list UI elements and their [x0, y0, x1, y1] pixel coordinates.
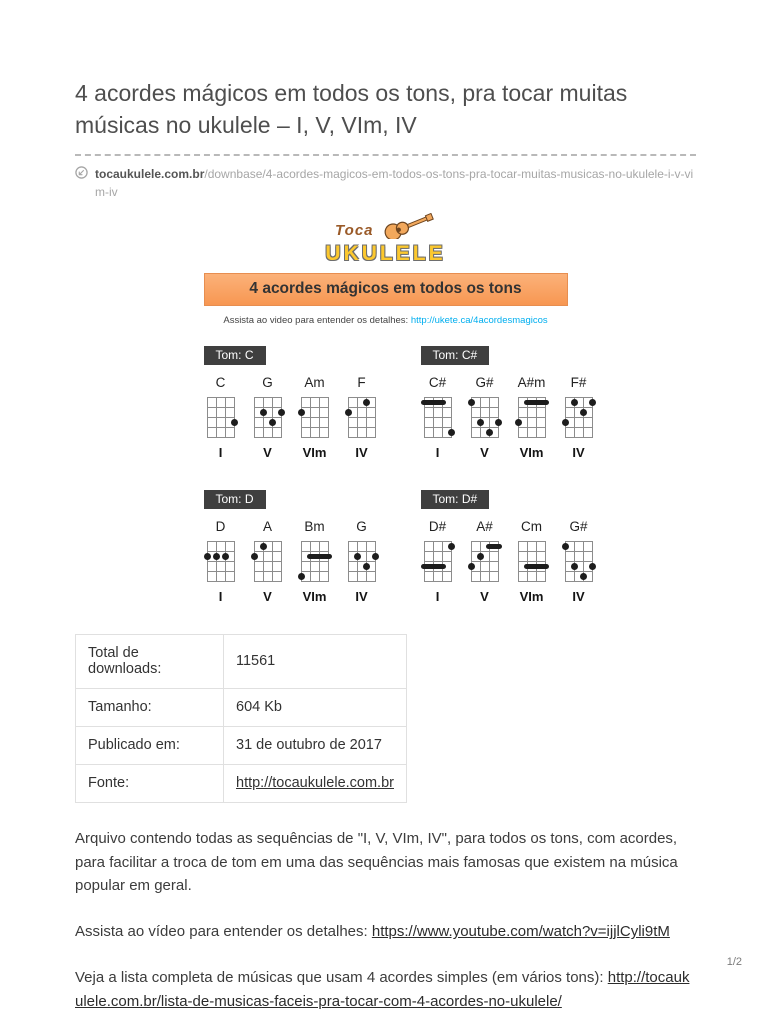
- chord-name: A#m: [517, 375, 546, 391]
- chord-row: [421, 519, 596, 604]
- chord-numeral: IV: [572, 445, 585, 461]
- chord-item: [298, 375, 332, 460]
- video-paragraph-text: Assista ao vídeo para entender os detalhes:: [75, 923, 372, 941]
- flyer-video-prompt: Assista ao video para entender os detalhes:: [223, 315, 411, 327]
- row-value: [224, 765, 407, 803]
- flyer-banner: 4 acordes mágicos em todos os tons: [204, 273, 568, 306]
- chord-section: [204, 346, 379, 460]
- dashed-separator: [75, 154, 696, 156]
- chord-row: [421, 375, 596, 460]
- row-value: 11561: [224, 635, 407, 689]
- finger-dot: [278, 409, 285, 416]
- chord-numeral: I: [218, 589, 223, 605]
- chord-numeral: VIm: [302, 589, 327, 605]
- finger-dot: [298, 409, 305, 416]
- chord-name: F: [357, 375, 366, 391]
- row-label: Fonte:: [76, 765, 224, 803]
- finger-dot: [448, 429, 455, 436]
- chord-item: [251, 519, 285, 604]
- chord-section: [421, 346, 596, 460]
- logo-ukulele-text: UKULELE: [325, 242, 446, 266]
- finger-dot: [363, 563, 370, 570]
- barre-mark: [421, 564, 446, 569]
- finger-dot: [269, 419, 276, 426]
- chord-item: [468, 519, 502, 604]
- chord-item: [515, 375, 549, 460]
- chord-numeral: IV: [355, 589, 368, 605]
- finger-dot: [495, 419, 502, 426]
- chord-diagram: [348, 541, 376, 582]
- chord-diagram: [424, 397, 452, 438]
- chord-item: [298, 519, 332, 604]
- chord-numeral: I: [435, 445, 440, 461]
- finger-dot: [486, 429, 493, 436]
- chord-diagram: [424, 541, 452, 582]
- chord-name: Cm: [521, 519, 542, 535]
- chord-name: D: [215, 519, 226, 535]
- chord-numeral: VIm: [302, 445, 327, 461]
- barre-mark: [307, 554, 332, 559]
- finger-dot: [562, 419, 569, 426]
- chord-item: [468, 375, 502, 460]
- flyer-video-line: [204, 315, 568, 326]
- chord-numeral: V: [480, 589, 489, 605]
- barre-mark: [421, 400, 446, 405]
- source-path: /downbase/4-acordes-magicos-em-todos-os-tons-pra-tocar-muitas-musicas-no-ukulele-i-v-vim-iv: [95, 167, 694, 200]
- chord-numeral: V: [263, 445, 272, 461]
- barre-mark: [524, 400, 549, 405]
- video-paragraph: [75, 920, 696, 943]
- toca-ukulele-logo: [204, 213, 568, 267]
- finger-dot: [372, 553, 379, 560]
- chord-name: G#: [475, 375, 494, 391]
- chord-item: [345, 519, 379, 604]
- chord-diagram: [518, 397, 546, 438]
- chord-name: F#: [570, 375, 587, 391]
- finger-dot: [448, 543, 455, 550]
- finger-dot: [580, 573, 587, 580]
- source-url: [95, 165, 696, 201]
- chord-name: D#: [428, 519, 447, 535]
- chord-section: [421, 490, 596, 604]
- finger-dot: [571, 399, 578, 406]
- chord-numeral: IV: [572, 589, 585, 605]
- chord-row: [204, 519, 379, 604]
- chord-diagram: [301, 397, 329, 438]
- tom-label: Tom: D#: [421, 490, 490, 509]
- chord-diagram: [471, 397, 499, 438]
- barre-mark: [524, 564, 549, 569]
- finger-dot: [251, 553, 258, 560]
- finger-dot: [260, 543, 267, 550]
- chord-numeral: V: [480, 445, 489, 461]
- chord-name: G: [356, 519, 367, 535]
- flyer-video-link[interactable]: http://ukete.ca/4acordesmagicos: [410, 315, 548, 327]
- chord-diagram: [254, 541, 282, 582]
- description-paragraph: Arquivo contendo todas as sequências de "I, V, VIm, IV", para todos os tons, com acordes, para facilitar a troca de tom em uma das sequências mais famosas que existem na música popular em geral.: [75, 830, 678, 894]
- page-title: 4 acordes mágicos em todos os tons, pra tocar muitas músicas no ukulele – I, V, VIm, IV: [75, 80, 628, 138]
- chord-item: [421, 375, 455, 460]
- download-info-table: [75, 634, 407, 803]
- ukulele-illustration-icon: [380, 226, 436, 243]
- chord-name: Bm: [304, 519, 325, 535]
- row-label: Publicado em:: [76, 727, 224, 765]
- finger-dot: [477, 553, 484, 560]
- chord-numeral: I: [218, 445, 223, 461]
- chord-name: G: [262, 375, 273, 391]
- chord-numeral: VIm: [519, 589, 544, 605]
- chord-diagram: [254, 397, 282, 438]
- source-url-line: [75, 165, 696, 201]
- table-row: [76, 765, 407, 803]
- row-label: Tamanho:: [76, 689, 224, 727]
- chord-diagram: [471, 541, 499, 582]
- table-row: [76, 727, 407, 765]
- chord-row: [204, 375, 379, 460]
- chord-numeral: V: [263, 589, 272, 605]
- table-row: [76, 689, 407, 727]
- chord-numeral: IV: [355, 445, 368, 461]
- row-value: 31 de outubro de 2017: [224, 727, 407, 765]
- finger-dot: [231, 419, 238, 426]
- chord-diagram: [207, 397, 235, 438]
- chord-item: [421, 519, 455, 604]
- row-label: Total de downloads:: [76, 635, 224, 689]
- finger-dot: [468, 563, 475, 570]
- chord-name: A#: [476, 519, 493, 535]
- tom-label: Tom: C#: [421, 346, 490, 365]
- finger-dot: [345, 409, 352, 416]
- songs-list-paragraph: [75, 966, 696, 1013]
- finger-dot: [571, 563, 578, 570]
- flyer-image: [204, 213, 588, 605]
- logo-toca-text: Toca: [335, 222, 374, 240]
- logo-top-row: [204, 213, 568, 244]
- finger-dot: [298, 573, 305, 580]
- chord-name: G#: [569, 519, 588, 535]
- finger-dot: [204, 553, 211, 560]
- chord-item: [562, 519, 596, 604]
- finger-dot: [468, 399, 475, 406]
- table-row: [76, 635, 407, 689]
- finger-dot: [213, 553, 220, 560]
- page-number: 1/2: [726, 956, 742, 968]
- chord-numeral: I: [435, 589, 440, 605]
- chord-diagram: [565, 541, 593, 582]
- tom-label: Tom: D: [204, 490, 266, 509]
- chord-item: [515, 519, 549, 604]
- chord-numeral: VIm: [519, 445, 544, 461]
- source-domain: tocaukulele.com.br: [95, 167, 205, 182]
- chord-section: [204, 490, 379, 604]
- chord-diagram: [518, 541, 546, 582]
- link-icon: [75, 166, 88, 201]
- chord-diagram: [207, 541, 235, 582]
- chord-item: [204, 375, 238, 460]
- chord-name: Am: [304, 375, 325, 391]
- finger-dot: [260, 409, 267, 416]
- finger-dot: [562, 543, 569, 550]
- chord-name: C#: [428, 375, 447, 391]
- barre-mark: [486, 544, 502, 549]
- chord-item: [204, 519, 238, 604]
- chord-item: [562, 375, 596, 460]
- finger-dot: [515, 419, 522, 426]
- songs-list-link[interactable]: http://tocaukulele.com.br/lista-de-musicas-faceis-pra-tocar-com-4-acordes-no-ukulele/: [75, 969, 690, 1010]
- finger-dot: [589, 399, 596, 406]
- chord-diagram: [301, 541, 329, 582]
- finger-dot: [222, 553, 229, 560]
- chord-diagram: [348, 397, 376, 438]
- chord-name: C: [215, 375, 226, 391]
- finger-dot: [363, 399, 370, 406]
- chord-sections: [204, 346, 588, 605]
- chord-item: [251, 375, 285, 460]
- finger-dot: [589, 563, 596, 570]
- source-site-link[interactable]: http://tocaukulele.com.br: [236, 775, 394, 792]
- chord-diagram: [565, 397, 593, 438]
- songs-list-text: Veja a lista completa de músicas que usam 4 acordes simples (em vários tons):: [75, 969, 608, 987]
- finger-dot: [580, 409, 587, 416]
- finger-dot: [477, 419, 484, 426]
- chord-item: [345, 375, 379, 460]
- finger-dot: [354, 553, 361, 560]
- row-value: 604 Kb: [224, 689, 407, 727]
- chord-name: A: [262, 519, 272, 535]
- tom-label: Tom: C: [204, 346, 266, 365]
- youtube-link[interactable]: https://www.youtube.com/watch?v=ijjlCyli9tM: [371, 923, 670, 941]
